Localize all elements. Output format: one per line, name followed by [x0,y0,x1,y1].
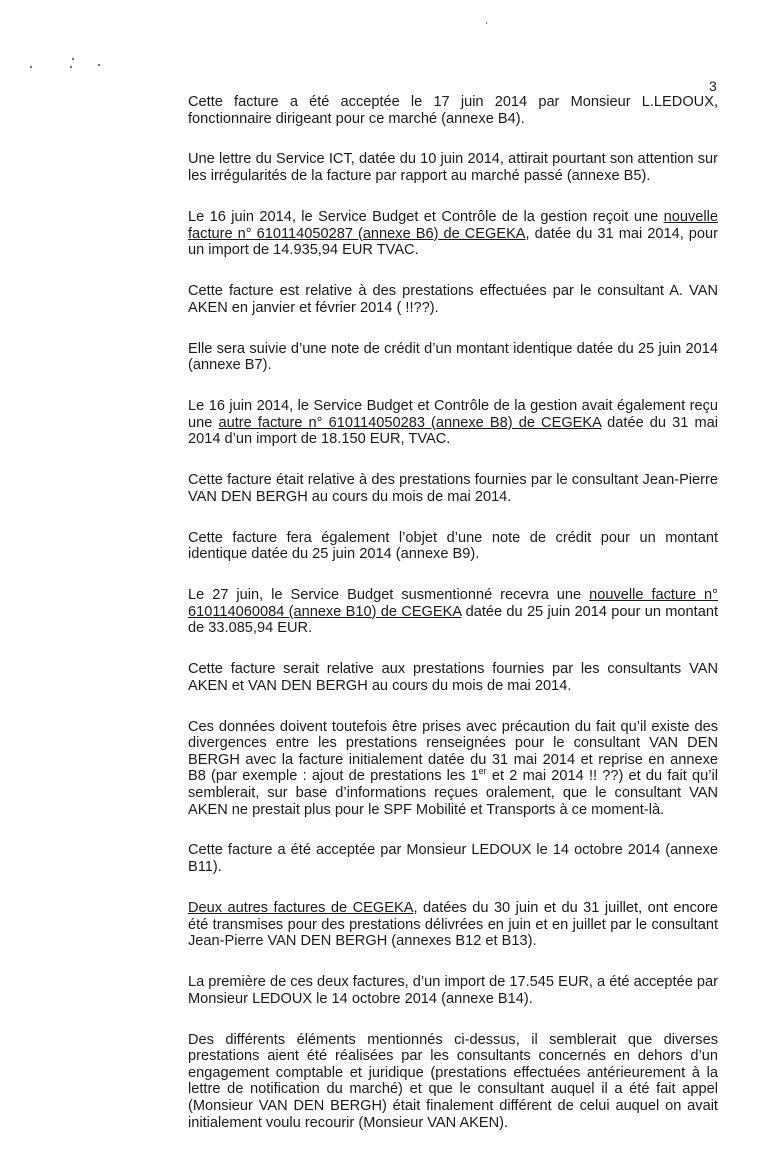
paragraph: Elle sera suivie d’une note de crédit d’un montant identique datée du 25 juin 2014 (annexe B7). [188,340,718,374]
paragraph: Ces données doivent toutefois être prises avec précaution du fait qu’il existe des divergences entre les prestations renseignées pour le consultant VAN DEN BERGH avec la facture initialement datée du 31 mai 2014 et reprise en annexe B8 (par exemple : ajout de prestations les 1er et 2 mai 2014 !! ??) et du fait qu’il semblerait, sur base d’informations reçues oralement, que le consultant VAN AKEN ne prestait plus pour le SPF Mobilité et Transports à ce moment-là. [188,718,718,818]
paragraph: Une lettre du Service ICT, datée du 10 juin 2014, attirait pourtant son attention sur les irrégularités de la facture par rapport au marché passé (annexe B5). [188,151,718,185]
scan-speck [70,66,72,68]
paragraph: Le 16 juin 2014, le Service Budget et Contrôle de la gestion reçoit une nouvelle facture n° 610114050287 (annexe B6) de CEGEKA, datée du 31 mai 2014, pour un import de 14.935,94 EUR TVAC. [188,208,718,259]
paragraph: Cette facture a été acceptée par Monsieur LEDOUX le 14 octobre 2014 (annexe B11). [188,842,718,876]
underlined-reference: nouvelle facture n° 610114050287 (annexe B6) de CEGEKA [188,208,718,242]
paragraph: Cette facture serait relative aux prestations fournies par les consultants VAN AKEN et VAN DEN BERGH au cours du mois de mai 2014. [188,661,718,694]
scan-speck [98,64,100,66]
paragraph: Deux autres factures de CEGEKA, datées du 30 juin et du 31 juillet, ont encore été transmises pour des prestations délivrées en juin et en juillet par le consultant Jean-Pierre VAN DEN BERGH (annexes B12 et B13). [188,899,718,950]
page-number: 3 [709,78,717,94]
underlined-reference: Deux autres factures de CEGEKA [188,899,414,916]
superscript: er [478,766,487,777]
scan-speck [72,58,74,60]
scan-speck [30,66,32,68]
paragraph: La première de ces deux factures, d’un import de 17.545 EUR, a été acceptée par Monsieur LEDOUX le 14 octobre 2014 (annexe B14). [188,974,718,1007]
paragraph: Le 27 juin, le Service Budget susmentionné recevra une nouvelle facture n° 610114060084 (annexe B10) de CEGEKA datée du 25 juin 2014 pour un montant de 33.085,94 EUR. [188,587,718,637]
paragraph: Le 16 juin 2014, le Service Budget et Contrôle de la gestion avait également reçu une autre facture n° 610114050283 (annexe B8) de CEGEKA datée du 31 mai 2014 d’un import de 18.150 EUR, TVAC. [188,398,718,448]
paragraph: Cette facture fera également l’objet d’une note de crédit pour un montant identique datée du 25 juin 2014 (annexe B9). [188,529,718,563]
underlined-reference: autre facture n° 610114050283 (annexe B8) de CEGEKA [218,414,602,431]
paragraph: Cette facture a été acceptée le 17 juin 2014 par Monsieur L.LEDOUX, fonctionnaire dirigeant pour ce marché (annexe B4). [188,94,718,127]
scan-speck [486,22,487,24]
paragraph: Cette facture était relative à des prestations fournies par le consultant Jean-Pierre VAN DEN BERGH au cours du mois de mai 2014. [188,472,718,505]
underlined-reference: nouvelle facture n° 610114060084 (annexe B10) de CEGEKA [188,587,718,620]
paragraph: Des différents éléments mentionnés ci-dessus, il semblerait que diverses prestations aient été réalisées par les consultants concernés en dehors d’un engagement comptable et juridique (prestations effectuées antérieurement à la lettre de notification du marché) et que le consultant auquel il a été fait appel (Monsieur VAN DEN BERGH) était finalement différent de celui auquel on avait initialement voulu recourir (Monsieur VAN AKEN). [188,1031,718,1131]
document-body [188,94,718,1155]
paragraph: Cette facture est relative à des prestations effectuées par le consultant A. VAN AKEN en janvier et février 2014 ( !!??). [188,283,718,316]
